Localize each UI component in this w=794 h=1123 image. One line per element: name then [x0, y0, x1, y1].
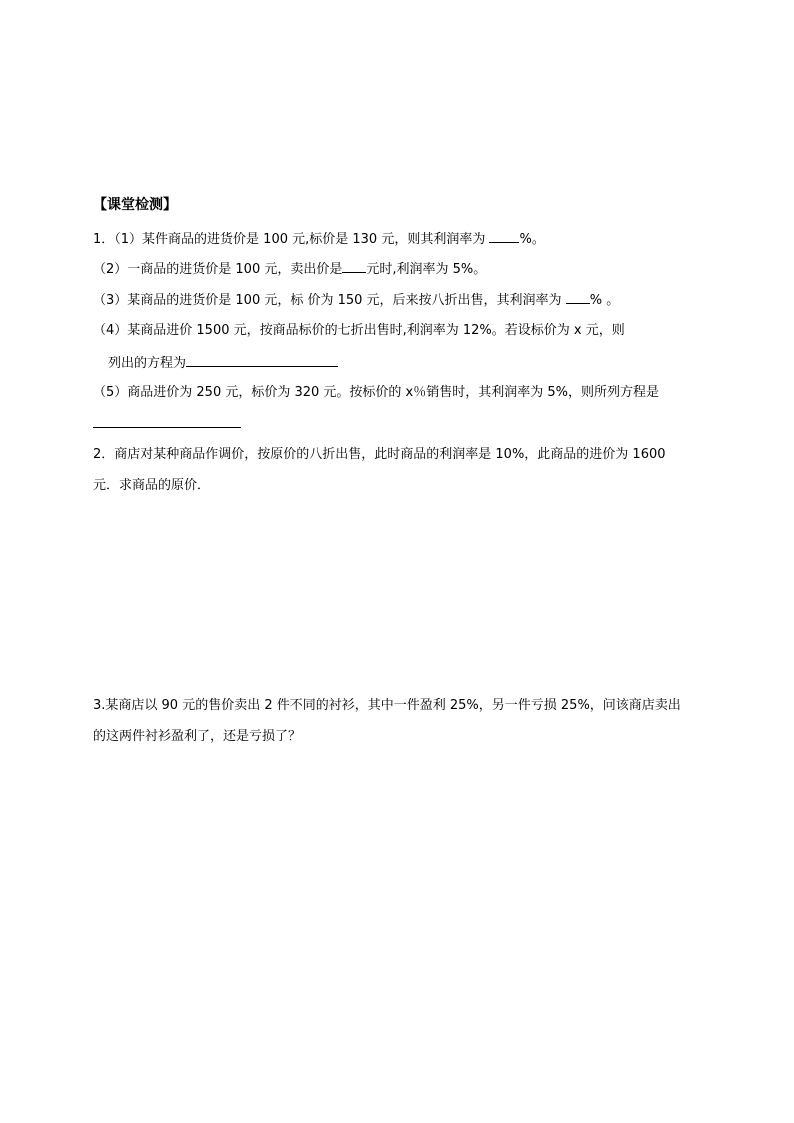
q1-part3-text: （3）某商品的进货价是 100 元，标 价为 150 元，后来按八折出售，其利润率为	[93, 293, 566, 308]
q1-part4-text: 列出的方程为	[108, 356, 187, 371]
q1-part5-blank[interactable]	[93, 427, 241, 428]
section-title: 【课堂检测】	[93, 197, 177, 213]
q1-part4-blank[interactable]	[186, 353, 338, 367]
q3-line1: 3.某商店以 90 元的售价卖出 2 件不同的衬衫，其中一件盈利 25%，另一件亏损 25%，问该商店卖出	[93, 698, 681, 713]
q2-line1: 2．商店对某种商品作调价，按原价的八折出售，此时商品的利润率是 10%，此商品的进价为 1600	[93, 447, 666, 462]
q3-line2: 的这两件衬衫盈利了，还是亏损了？	[93, 729, 302, 744]
q1-part1-text: 1．（1）某件商品的进货价是 100 元,标价是 130 元，则其利润率为	[93, 232, 490, 247]
q1-part3-suffix: % 。	[589, 293, 620, 308]
q1-part5: （5）商品进价为 250 元，标价为 320 元。按标价的 x％销售时，其利润率为 5%，则所列方程是	[93, 385, 660, 400]
q1-part2	[93, 259, 486, 279]
q1-part3-blank[interactable]	[566, 290, 590, 304]
q1-part2-blank[interactable]	[342, 259, 366, 273]
q1-part1-blank[interactable]	[489, 229, 519, 243]
q1-part4-line1: （4）某商品进价 1500 元，按商品标价的七折出售时,利润率为 12%。若设标价为 x 元，则	[93, 323, 625, 338]
q1-part1	[93, 229, 545, 249]
q1-part2-text: （2）一商品的进货价是 100 元，卖出价是	[93, 262, 343, 277]
q1-part2-suffix: 元时,利润率为 5%。	[366, 262, 487, 277]
q1-part1-suffix: %。	[519, 232, 545, 247]
q1-part4-line2	[108, 353, 338, 373]
q2-line2: 元．求商品的原价．	[93, 478, 211, 493]
q1-part3	[93, 290, 619, 310]
